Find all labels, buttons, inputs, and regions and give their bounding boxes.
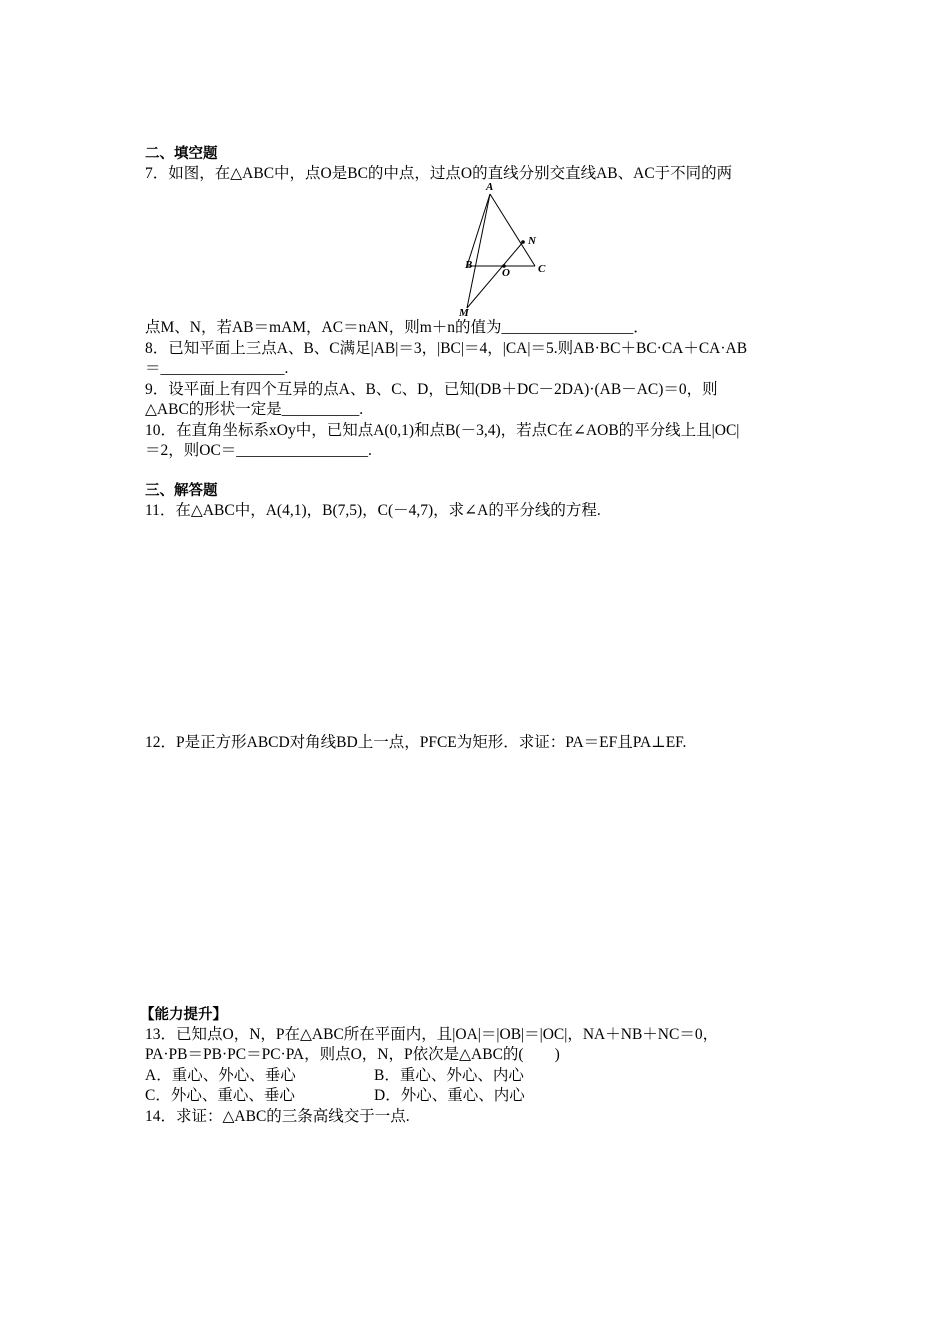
section-title-solutions: 三、解答题 [145,483,218,499]
question-11: 11．在△ABC中，A(4,1)，B(7,5)，C(－4,7)，求∠A的平分线的方程. [145,502,601,519]
option-c: C．外心、重心、垂心 [145,1087,295,1104]
question-10-line-1: 10．在直角坐标系xOy中，已知点A(0,1)和点B(－3,4)，若点C在∠AOB的平分线上且|OC| [145,422,740,439]
point-n [521,240,525,244]
question-7-line-2: 点M、N，若AB＝mAM，AC＝nAN，则m＋n的值为_________________． [145,319,649,336]
section-title-fill-blank: 二、填空题 [145,146,218,162]
question-13-line-2: PA·PB＝PB·PC＝PC·PA，则点O，N，P依次是△ABC的( ) [145,1046,560,1063]
question-13-line-1: 13．已知点O，N，P在△ABC所在平面内，且|OA|＝|OB|＝|OC|，NA＋NB＋NC＝0， [145,1026,719,1043]
question-12: 12．P是正方形ABCD对角线BD上一点，PFCE为矩形．求证：PA＝EF且PA⊥EF. [145,734,687,751]
option-d: D．外心、重心、内心 [374,1087,525,1104]
question-8-line-2: ＝________________. [145,360,289,377]
question-9-line-1: 9．设平面上有四个互异的点A、B、C、D，已知(DB＋DC－2DA)·(AB－AC)＝0，则 [145,381,718,398]
section-title-ability: 【能力提升】 [140,1007,227,1023]
label-o: O [502,267,510,279]
label-b: B [465,259,473,271]
option-a: A．重心、外心、垂心 [145,1067,296,1084]
option-b: B．重心、外心、内心 [374,1067,524,1084]
question-10-line-2: ＝2，则OC＝_________________. [145,442,372,459]
question-8-line-1: 8．已知平面上三点A、B、C满足|AB|＝3，|BC|＝4，|CA|＝5.则AB·BC＋BC·CA＋CA·AB [145,340,748,357]
triangle-figure [455,180,565,320]
segment-ac [490,194,535,266]
question-14: 14．求证：△ABC的三条高线交于一点. [145,1108,410,1125]
segment-ab [467,194,490,266]
line-am [467,194,490,308]
label-n: N [528,235,536,247]
label-a: A [486,181,494,193]
line-mn [467,242,523,308]
label-m: M [459,307,469,319]
question-7-line-1: 7．如图，在△ABC中，点O是BC的中点，过点O的直线分别交直线AB、AC于不同的两 [145,165,733,182]
label-c: C [538,263,546,275]
question-9-line-2: △ABC的形状一定是__________. [145,401,364,418]
